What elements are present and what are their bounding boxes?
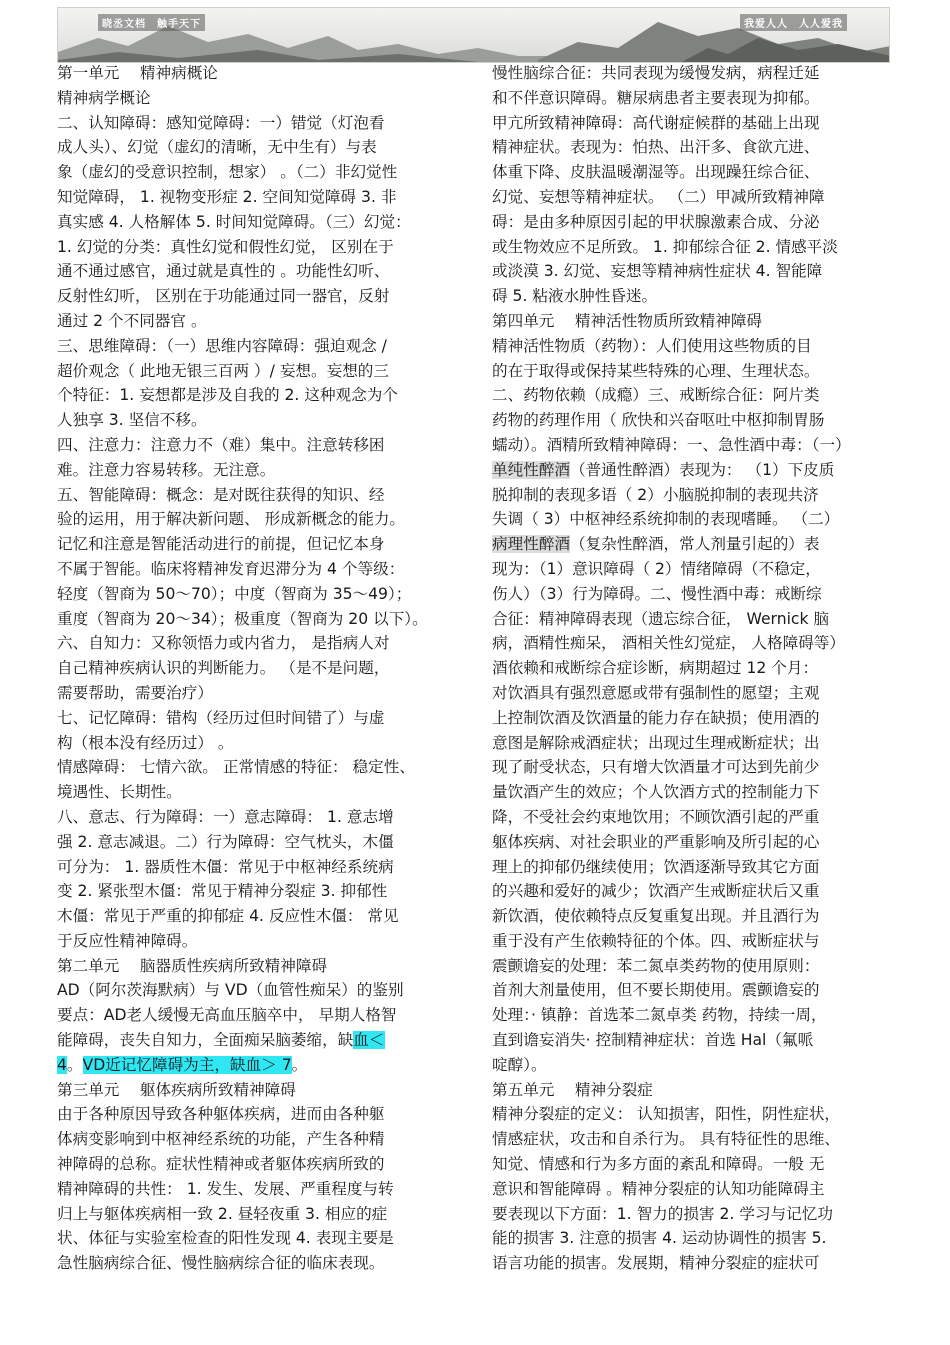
text-line: 重度（智商为 20～34）；极重度（智商为 20 以下）。 xyxy=(57,609,428,628)
unit-heading: 第五单元 精神分裂症 xyxy=(492,1080,653,1099)
highlighted-text: 血＜ xyxy=(353,1031,385,1050)
text-line: 由于各种原因导致各种躯体疾病，进而由各种躯 xyxy=(57,1105,385,1124)
text-line: 精神分裂症的定义： 认知损害，阳性，阴性症状， xyxy=(492,1105,841,1124)
text-line: 四、注意力：注意力不（难）集中。注意转移困 xyxy=(57,435,385,454)
text-line: 酒依赖和戒断综合症诊断，病期超过 12 个月： xyxy=(492,659,819,678)
text-line: 现了耐受状态，只有增大饮酒量才可达到先前少 xyxy=(492,758,820,777)
text-line: 反射性幻听， 区别在于功能通过同一器官，反射 xyxy=(57,287,390,306)
text-line: 药物的药理作用（ 欣快和兴奋呕吐中枢抑制胃肠 xyxy=(492,411,825,430)
text-line: 变 2. 紧张型木僵：常见于精神分裂症 3. 抑郁性 xyxy=(57,882,388,901)
text-line: 语言功能的损害。发展期，精神分裂症的症状可 xyxy=(492,1254,820,1273)
text-line: 精神活性物质（药物）：人们使用这些物质的目 xyxy=(492,336,812,355)
text-line: 人独享 3. 坚信不移。 xyxy=(57,411,207,430)
text-line: 碍 5. 粘液水肿性昏迷。 xyxy=(492,287,658,306)
text-line: 意图是解除戒酒症状；出现过生理戒断症状；出 xyxy=(492,733,820,752)
text-segment: （普通性醉酒）表现为： （1）下皮质 xyxy=(569,460,835,479)
text-line: 境遇性、长期性。 xyxy=(57,783,182,802)
text-line: 象（虚幻的受意识控制，想家） 。（二）非幻觉性 xyxy=(57,163,398,182)
text-line: 状、体征与实验室检查的阳性发现 4. 表现主要是 xyxy=(57,1229,394,1248)
text-line: 降，不受社会约束地饮用；不顾饮酒引起的严重 xyxy=(492,807,820,826)
text-line: 木僵：常见于严重的抑郁症 4. 反应性木僵： 常见 xyxy=(57,907,399,926)
text-line: 自己精神疾病认识的判断能力。 （是不是问题， xyxy=(57,659,390,678)
text-segment: （复杂性醉酒，常人剂量引起的）表 xyxy=(569,535,820,554)
text-line: 病，酒精性痴呆， 酒相关性幻觉症， 人格障碍等） xyxy=(492,634,845,653)
text-line: 伤人）（3）行为障碍。二、慢性酒中毒：戒断综 xyxy=(492,584,822,603)
text-line: 震颤谵妄的处理：苯二氮卓类药物的使用原则： xyxy=(492,956,820,975)
text-line: 要点：AD老人缓慢无高血压脑卒中， 早期人格智 xyxy=(57,1006,397,1025)
highlighted-text: 4 xyxy=(57,1055,67,1074)
text-line: 成人头）、幻觉（虚幻的清晰，无中生有）与表 xyxy=(57,138,377,157)
text-line: 知觉、情感和行为多方面的紊乱和障碍。一般 无 xyxy=(492,1155,825,1174)
text-line: 的兴趣和爱好的减少；饮酒产生戒断症状后又重 xyxy=(492,882,820,901)
text-line: 量饮酒产生的效应；个人饮酒方式的控制能力下 xyxy=(492,783,820,802)
text-line: 躯体疾病、对社会职业的严重影响及所引起的心 xyxy=(492,832,820,851)
text-line: 甲亢所致精神障碍：高代谢症候群的基础上出现 xyxy=(492,113,820,132)
text-line: 五、智能障碍：概念：是对既往获得的知识、经 xyxy=(57,485,385,504)
text-line: 二、药物依赖（成瘾）三、戒断综合征：阿片类 xyxy=(492,386,820,405)
text-line: 直到谵妄消失· 控制精神症状：首选 Hal（氟哌 xyxy=(492,1031,814,1050)
text-line: 难。注意力容易转移。无注意。 xyxy=(57,460,276,479)
text-line: 理上的抑郁仍继续使用；饮酒逐渐导致其它方面 xyxy=(492,857,820,876)
text-line: 精神障碍的共性： 1. 发生、发展、严重程度与转 xyxy=(57,1179,394,1198)
text-line: 情感症状，攻击和自杀行为。 具有特征性的思维、 xyxy=(492,1130,841,1149)
banner-slogan-right: 我爱人人 人人爱我 xyxy=(740,14,847,31)
text-line: 啶醇）。 xyxy=(492,1055,547,1074)
text-line: 或生物效应不足所致。 1. 抑郁综合征 2. 情感平淡 xyxy=(492,237,838,256)
text-line: 真实感 4. 人格解体 5. 时间知觉障碍。（三）幻觉： xyxy=(57,212,411,231)
text-line: 幻觉、妄想等精神症状。 （二）甲减所致精神障 xyxy=(492,187,825,206)
text-line: 失调（ 3）中枢神经系统抑制的表现嗜睡。 （二） xyxy=(492,510,840,529)
text-line: 现为：（1）意识障碍（ 2）情绪障碍（不稳定， xyxy=(492,559,821,578)
text-line: 验的运用，用于解决新问题、 形成新概念的能力。 xyxy=(57,510,406,529)
text-line: 二、认知障碍：感知觉障碍：一）错觉（灯泡看 xyxy=(57,113,385,132)
text-line: 强 2. 意志减退。二）行为障碍：空气枕头，木僵 xyxy=(57,832,394,851)
unit-heading: 第三单元 躯体疾病所致精神障碍 xyxy=(57,1080,296,1099)
text-line: 上控制饮酒及饮酒量的能力存在缺损；使用酒的 xyxy=(492,708,820,727)
text-line: 的在于取得或保持某些特殊的心理、生理状态。 xyxy=(492,361,820,380)
text-line: 个特征：1. 妄想都是涉及自我的 2. 这种观念为个 xyxy=(57,386,398,405)
text-line: 记忆和注意是智能活动进行的前提，但记忆本身 xyxy=(57,535,385,554)
left-column xyxy=(57,61,457,1276)
text-line xyxy=(57,1053,457,1078)
text-line: 首剂大剂量使用，但不要长期使用。震颤谵妄的 xyxy=(492,981,820,1000)
text-line: 不属于智能。临床将精神发育迟滞分为 4 个等级： xyxy=(57,559,405,578)
text-line: 蠕动）。酒精所致精神障碍：一、急性酒中毒：（一） xyxy=(492,435,851,454)
text-line: 脱抑制的表现多语（ 2）小脑脱抑制的表现共济 xyxy=(492,485,819,504)
text-line: 八、意志、行为障碍：一）意志障碍： 1. 意志增 xyxy=(57,807,394,826)
text-line: 体病变影响到中枢神经系统的功能，产生各种精 xyxy=(57,1130,385,1149)
header-banner xyxy=(57,7,890,63)
text-line: 新饮酒，使依赖特点反复重复出现。并且酒行为 xyxy=(492,907,820,926)
text-line: 知觉障碍， 1. 视物变形症 2. 空间知觉障碍 3. 非 xyxy=(57,187,397,206)
section-heading: 精神病学概论 xyxy=(57,88,151,107)
highlighted-text: 病理性醉酒 xyxy=(492,535,570,554)
text-line: 意识和智能障碍 。精神分裂症的认知功能障碍主 xyxy=(492,1179,825,1198)
text-line: AD（阿尔茨海默病）与 VD（血管性痴呆）的鉴别 xyxy=(57,981,404,1000)
text-line: 或淡漠 3. 幻觉、妄想等精神病性症状 4. 智能障 xyxy=(492,262,823,281)
text-line: 精神症状。表现为：怕热、出汗多、食欲亢进、 xyxy=(492,138,820,157)
text-line: 超价观念（ 此地无银三百两 ）/ 妄想。妄想的三 xyxy=(57,361,389,380)
text-line: 重于没有产生依赖特征的个体。四、戒断症状与 xyxy=(492,931,820,950)
text-line: 需要帮助，需要治疗） xyxy=(57,683,213,702)
text-line: 1. 幻觉的分类：真性幻觉和假性幻觉， 区别在于 xyxy=(57,237,394,256)
text-line: 要表现以下方面：1. 智力的损害 2. 学习与记忆功 xyxy=(492,1204,833,1223)
text-segment: 能障碍，丧失自知力，全面痴呆脑萎缩，缺 xyxy=(57,1031,354,1050)
unit-heading: 第一单元 精神病概论 xyxy=(57,64,218,82)
text-line: 可分为： 1. 器质性木僵：常见于中枢神经系统病 xyxy=(57,857,394,876)
text-line xyxy=(492,458,892,483)
text-line xyxy=(492,532,892,557)
text-line: 处理：· 镇静：首选苯二氮卓类 药物，持续一周， xyxy=(492,1006,827,1025)
text-line: 情感障碍： 七情六欲。 正常情感的特征： 稳定性、 xyxy=(57,758,415,777)
text-line: 和不伴意识障碍。糖尿病患者主要表现为抑郁。 xyxy=(492,88,820,107)
text-line: 对饮酒具有强烈意愿或带有强制性的愿望；主观 xyxy=(492,683,820,702)
text-line: 七、记忆障碍：错构（经历过但时间错了）与虚 xyxy=(57,708,385,727)
text-line: 归上与躯体疾病相一致 2. 昼轻夜重 3. 相应的症 xyxy=(57,1204,388,1223)
text-line xyxy=(57,1028,457,1053)
text-line: 慢性脑综合征：共同表现为缓慢发病，病程迁延 xyxy=(492,64,820,82)
text-line: 三、思维障碍：（一）思维内容障碍：强迫观念 / xyxy=(57,336,387,355)
text-line: 通不通过感官，通过就是真性的 。功能性幻听、 xyxy=(57,262,390,281)
text-line: 体重下降、皮肤温暖潮湿等。出现躁狂综合征、 xyxy=(492,163,820,182)
unit-heading: 第四单元 精神活性物质所致精神障碍 xyxy=(492,311,763,330)
text-line: 能的损害 3. 注意的损害 4. 运动协调性的损害 5. xyxy=(492,1229,827,1248)
text-segment: 。 xyxy=(66,1055,83,1074)
text-line: 轻度（智商为 50～70）；中度（智商为 35～49）； xyxy=(57,584,412,603)
unit-heading: 第二单元 脑器质性疾病所致精神障碍 xyxy=(57,956,328,975)
text-line: 构（根本没有经历过） 。 xyxy=(57,733,234,752)
text-line: 神障碍的总称。症状性精神或者躯体疾病所致的 xyxy=(57,1155,385,1174)
text-line: 急性脑病综合征、慢性脑病综合征的临床表现。 xyxy=(57,1254,385,1273)
highlighted-text: 单纯性醉酒 xyxy=(492,460,570,479)
text-line: 通过 2 个不同器官 。 xyxy=(57,311,207,330)
highlighted-text: VD近记忆障碍为主，缺血＞ 7 xyxy=(82,1055,292,1074)
text-line: 碍：是由多种原因引起的甲状腺激素合成、分泌 xyxy=(492,212,820,231)
right-column xyxy=(492,61,892,1276)
text-line: 六、自知力：又称领悟力或内省力， 是指病人对 xyxy=(57,634,390,653)
text-segment: 。 xyxy=(291,1055,308,1074)
text-line: 合征：精神障碍表现（遗忘综合征， Wernick 脑 xyxy=(492,609,830,628)
banner-slogan-left: 晓丞文档 触手天下 xyxy=(98,14,205,31)
text-line: 于反应性精神障碍。 xyxy=(57,931,198,950)
